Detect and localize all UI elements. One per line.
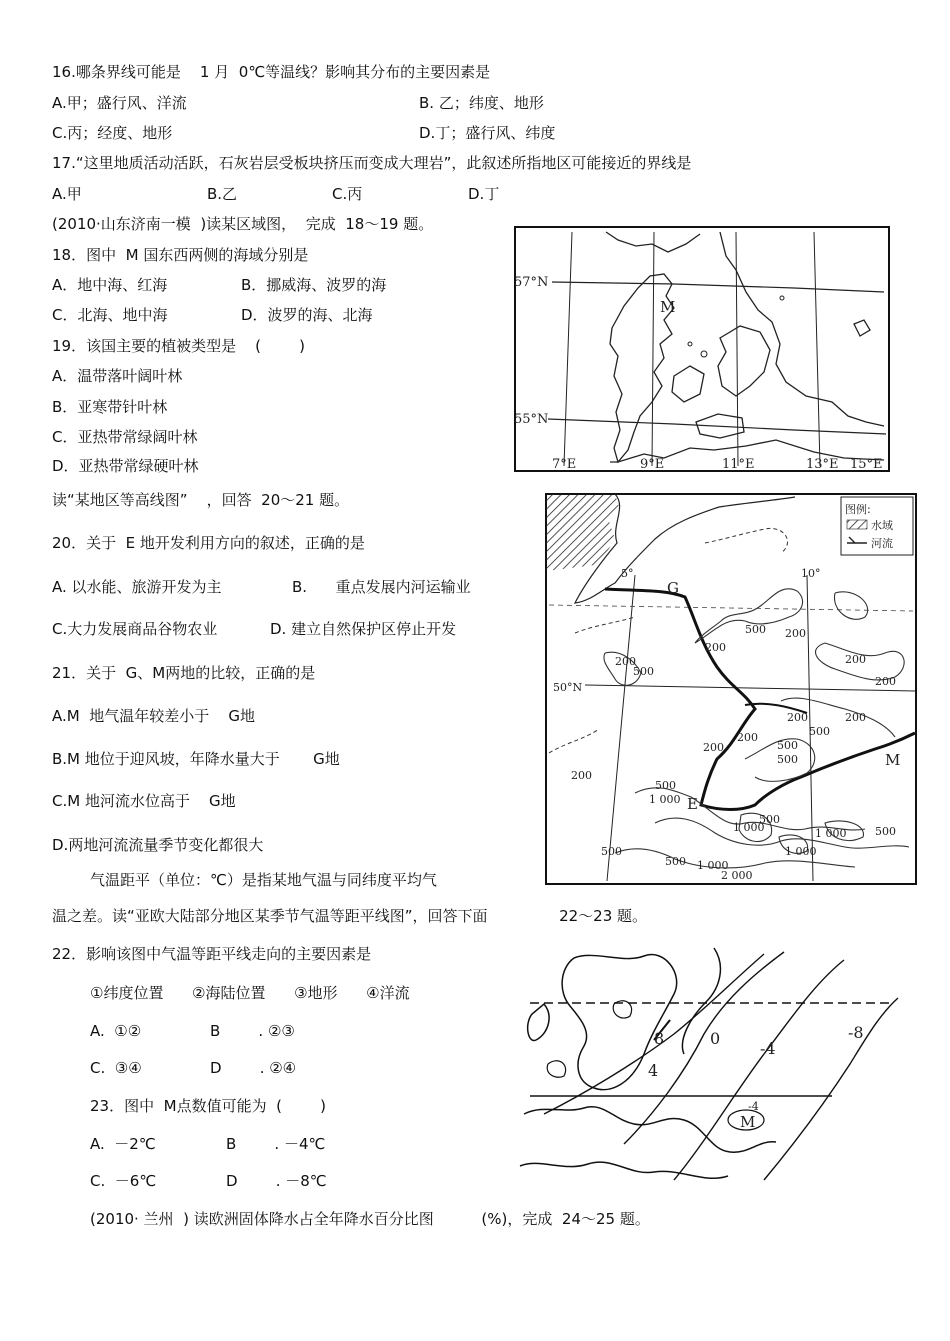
isoline-label-8: 8: [654, 1029, 665, 1048]
intro-20-21: 读“某地区等高线图” ，回答 20～21 题。: [52, 491, 350, 509]
q20-stem: 20．关于 E 地开发利用方向的叙述，正确的是: [52, 534, 365, 552]
point-label-m: M: [885, 751, 901, 769]
q17-option-b[interactable]: B.乙: [207, 185, 238, 203]
point-label-e: E: [687, 795, 698, 813]
isoline-label-minus8: -8: [848, 1023, 864, 1042]
contour-label: 500: [759, 813, 780, 826]
q16-option-a[interactable]: A.甲；盛行风、洋流: [52, 94, 187, 112]
intro-22-23-line2: 温之差。读“亚欧大陆部分地区某季节气温等距平线图”，回答下面 22～23 题。: [52, 907, 648, 925]
isoline-label-minus4: -4: [760, 1039, 776, 1058]
q18-stem: 18．图中 M 国东西两侧的海域分别是: [52, 246, 309, 264]
contour-label: 500: [875, 825, 896, 838]
q22-option-d[interactable]: D . ②④: [210, 1059, 297, 1077]
lon-label-5: 5°: [621, 567, 634, 580]
q20-option-b[interactable]: B. 重点发展内河运输业: [292, 578, 471, 596]
q22-option-b[interactable]: B . ②③: [210, 1022, 295, 1040]
q22-option-c[interactable]: C. ③④: [90, 1059, 142, 1077]
contour-label: 200: [785, 627, 806, 640]
q17-option-a[interactable]: A.甲: [52, 185, 82, 203]
intro-22-23-line1: 气温距平（单位：℃）是指某地气温与同纬度平均气: [90, 871, 437, 889]
q17-option-c[interactable]: C.丙: [332, 185, 363, 203]
q16-option-b[interactable]: B. 乙；纬度、地形: [419, 94, 544, 112]
isoline-label-m-minus4: -4: [748, 1100, 759, 1113]
q20-option-d[interactable]: D. 建立自然保护区停止开发: [270, 620, 457, 638]
lat-label-57: 57°N: [514, 275, 549, 290]
q19-option-c[interactable]: C．亚热带常绿阔叶林: [52, 428, 198, 446]
point-label-m: M: [740, 1113, 756, 1131]
contour-label: 1 000: [785, 845, 817, 858]
contour-label: 1 000: [815, 827, 847, 840]
contour-label: 1 000: [649, 793, 681, 806]
legend-title: 图例:: [845, 503, 871, 516]
q16-option-d[interactable]: D.丁；盛行风、纬度: [419, 124, 556, 142]
q20-option-a[interactable]: A. 以水能、旅游开发为主: [52, 578, 222, 596]
contour-label: 1 000: [733, 821, 765, 834]
q21-option-d[interactable]: D.两地河流流量季节变化都很大: [52, 836, 264, 854]
contour-label: 200: [615, 655, 636, 668]
q22-statements: ①纬度位置 ②海陆位置 ③地形 ④洋流: [90, 984, 410, 1002]
q16-option-c[interactable]: C.丙；经度、地形: [52, 124, 173, 142]
contour-label: 500: [633, 665, 654, 678]
point-label-g: G: [667, 579, 679, 597]
contour-label: 500: [665, 855, 686, 868]
q23-stem: 23．图中 M点数值可能为 ( ): [90, 1097, 326, 1115]
intro-24-25: (2010· 兰州 ) 读欧洲固体降水占全年降水百分比图 (%)，完成 24～25 题。: [90, 1210, 650, 1228]
contour-label: 500: [745, 623, 766, 636]
lat-label-55: 55°N: [514, 412, 549, 427]
q21-option-b[interactable]: B.M 地位于迎风坡，年降水量大于 G地: [52, 750, 340, 768]
q19-stem: 19．该国主要的植被类型是 ( ): [52, 337, 306, 355]
q22-stem: 22．影响该图中气温等距平线走向的主要因素是: [52, 945, 372, 963]
lon-label-11e: 11°E: [722, 457, 755, 472]
q19-option-a[interactable]: A．温带落叶阔叶林: [52, 367, 183, 385]
lon-label-13e: 13°E: [806, 457, 839, 472]
contour-label: 200: [705, 641, 726, 654]
contour-label: 500: [655, 779, 676, 792]
lon-label-7e: 7°E: [552, 457, 577, 472]
contour-label: 200: [737, 731, 758, 744]
q16-stem: 16.哪条界线可能是 1 月 0℃等温线？影响其分布的主要因素是: [52, 63, 491, 81]
contour-label: 200: [845, 653, 866, 666]
lon-label-15e: 15°E: [850, 457, 883, 472]
contour-label: 200: [845, 711, 866, 724]
temperature-anomaly-map: [514, 944, 906, 1192]
lat-label-50n: 50°N: [553, 681, 583, 694]
isoline-label-0: 0: [710, 1029, 721, 1048]
lon-label-10: 10°: [801, 567, 821, 580]
q18-option-a[interactable]: A．地中海、红海: [52, 276, 168, 294]
legend-water-swatch: [847, 520, 867, 529]
q18-option-d[interactable]: D．波罗的海、北海: [241, 306, 373, 324]
q19-option-b[interactable]: B．亚寒带针叶林: [52, 398, 168, 416]
q23-option-d[interactable]: D . －8℃: [226, 1172, 327, 1190]
q17-option-d[interactable]: D.丁: [468, 185, 500, 203]
contour-label: 2 000: [721, 869, 753, 882]
q21-stem: 21．关于 G、M两地的比较，正确的是: [52, 664, 316, 682]
q17-stem: 17.“这里地质活动活跃，石灰岩层受板块挤压而变成大理岩”，此叙述所指地区可能接近的界线是: [52, 154, 692, 172]
lon-label-9e: 9°E: [640, 457, 665, 472]
q18-option-b[interactable]: B．挪威海、波罗的海: [241, 276, 387, 294]
contour-label: 500: [777, 739, 798, 752]
isoline-label-4: 4: [648, 1061, 659, 1080]
q21-option-c[interactable]: C.M 地河流水位高于 G地: [52, 792, 236, 810]
q20-option-c[interactable]: C.大力发展商品谷物农业: [52, 620, 218, 638]
contour-label: 500: [777, 753, 798, 766]
contour-label: 200: [875, 675, 896, 688]
contour-map: [545, 493, 917, 885]
contour-label: 200: [787, 711, 808, 724]
q23-option-c[interactable]: C. －6℃: [90, 1172, 157, 1190]
contour-label: 500: [601, 845, 622, 858]
intro-18-19: (2010·山东济南一模 )读某区域图， 完成 18～19 题。: [52, 215, 434, 233]
contour-label: 500: [809, 725, 830, 738]
contour-label: 200: [703, 741, 724, 754]
q22-option-a[interactable]: A. ①②: [90, 1022, 142, 1040]
q23-option-b[interactable]: B . －4℃: [226, 1135, 326, 1153]
country-label-m: M: [660, 298, 676, 316]
q21-option-a[interactable]: A.M 地气温年较差小于 G地: [52, 707, 255, 725]
contour-label: 200: [571, 769, 592, 782]
legend-water-label: 水域: [871, 519, 893, 532]
q23-option-a[interactable]: A. －2℃: [90, 1135, 156, 1153]
legend-river-label: 河流: [871, 537, 893, 550]
q18-option-c[interactable]: C．北海、地中海: [52, 306, 168, 324]
contour-label: 1 000: [697, 859, 729, 872]
region-map-denmark: [514, 226, 890, 472]
q19-option-d[interactable]: D．亚热带常绿硬叶林: [52, 457, 199, 475]
